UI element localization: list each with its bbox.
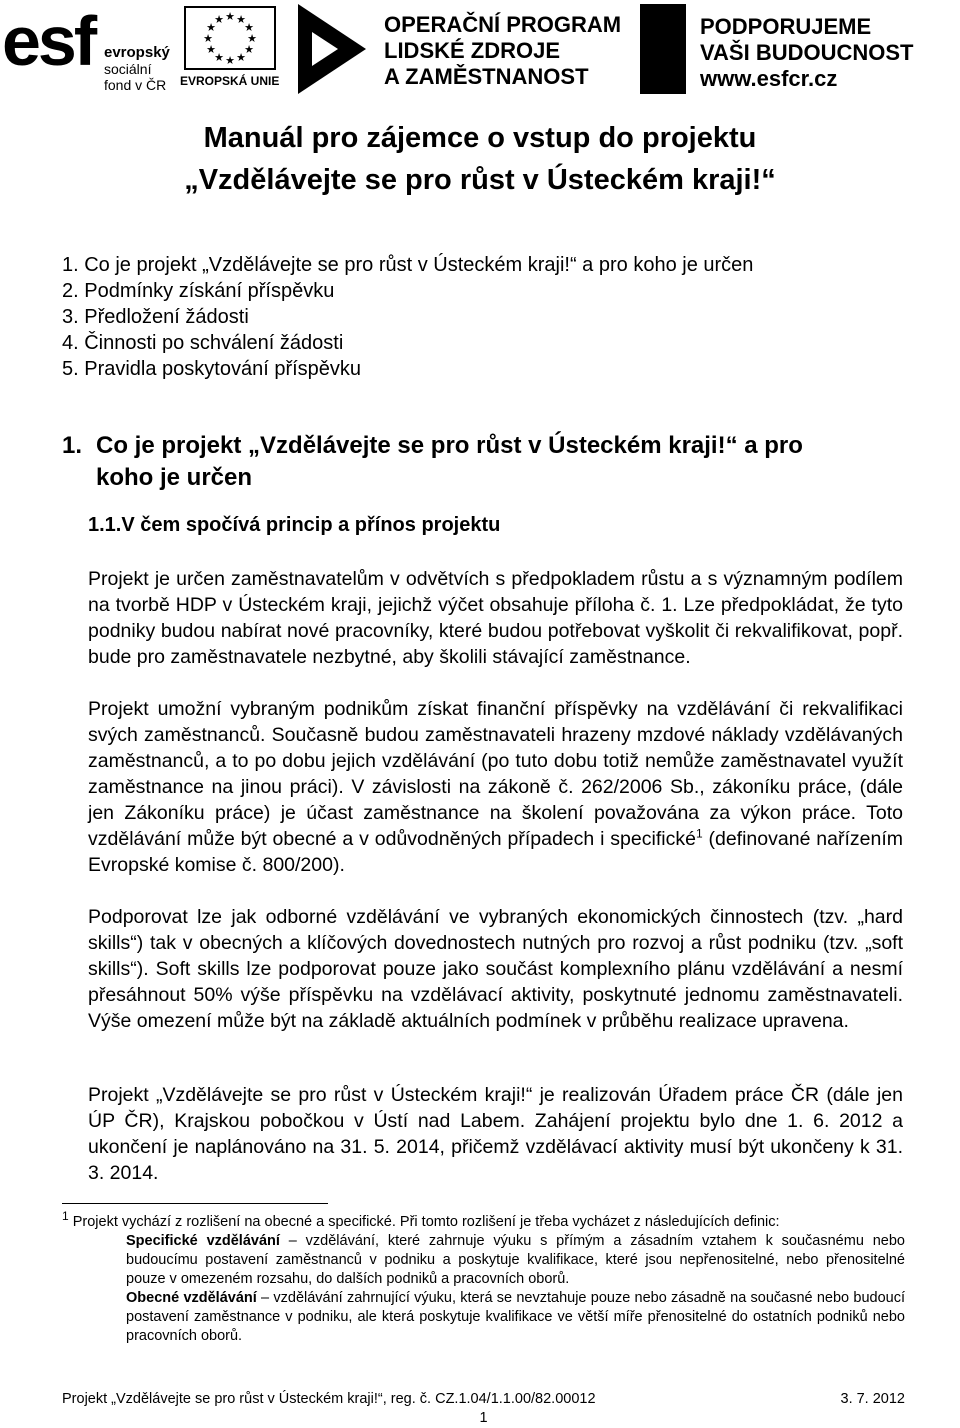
op-line-3: A ZAMĚSTNANOST xyxy=(384,64,589,89)
paragraph-1 xyxy=(88,566,903,670)
esf-line-3: fond v ČR xyxy=(104,77,167,93)
section-1-number: 1. xyxy=(62,432,83,459)
paragraph-2 xyxy=(88,696,903,878)
op-logo-text xyxy=(384,12,621,90)
page-number: 1 xyxy=(479,1410,488,1426)
svg-text:★: ★ xyxy=(247,32,257,45)
toc-item: 3. Předložení žádosti xyxy=(62,306,249,328)
footnote xyxy=(62,1209,905,1346)
table-of-contents xyxy=(62,252,753,382)
paragraph-2-text-end: (definované nařízením Evropské komise č. 800/200). xyxy=(88,828,903,876)
eu-caption: EVROPSKÁ UNIE xyxy=(180,74,280,88)
op-line-1: OPERAČNÍ PROGRAM xyxy=(384,12,622,37)
document-title-line-1: Manuál pro zájemce o vstup do projektu xyxy=(203,122,757,154)
toc-item: 2. Podmínky získání příspěvku xyxy=(62,280,335,302)
paragraph-3-text: Podporovat lze jak odborné vzdělávání ve vybraných ekonomických činnostech (tzv. „hard skills“) tak v obecných a klíčových dovednostech nutných pro rozvoj a růst podniku (tzv. „soft skills“). Soft skills lze podporovat pouze jako součást komplexního plánu vzdělávání a nesmí přesáhnout 50% výše příspěvku na vzdělávací aktivity, poskytnuté jednomu zaměstnavateli. Výše omezení může být na základě aktuálních podmínek v průběhu realizace upravena. xyxy=(88,906,903,1032)
svg-text:★: ★ xyxy=(206,43,216,56)
section-1-title-line-2: koho je určen xyxy=(96,464,253,491)
paragraph-4-text: Projekt „Vzdělávejte se pro růst v Ústeckém kraji!“ je realizován Úřadem práce ČR (dále jen ÚP ČR), Krajskou pobočkou v Ústí nad Labem. Zahájení projektu bylo dne 1. 6. 2012 a ukončení je naplánováno na 31. 5. 2014, přičemž vzdělávací aktivity musí být ukončeny k 31. 3. 2014. xyxy=(88,1084,903,1184)
esf-logo-mark: esf xyxy=(2,2,95,80)
footnote-mark: 1 xyxy=(62,1209,69,1224)
svg-text:★: ★ xyxy=(214,51,224,64)
esf-logo-text xyxy=(104,44,170,93)
section-1-title-line-1: Co je projekt „Vzdělávejte se pro růst v Ústeckém kraji!“ a pro xyxy=(96,432,803,459)
svg-text:★: ★ xyxy=(244,43,254,56)
esf-line-1: evropský xyxy=(104,44,170,61)
slogan-line-2: VAŠI BUDOUCNOST xyxy=(700,40,914,65)
paragraph-1-text: Projekt je určen zaměstnavatelům v odvětvích s předpokladem růstu a s významným podílem na tvorbě HDP v Ústeckém kraji, jejichž výčet obsahuje příloha č. 1. Lze předpokládat, že tyto podniky budou nabírat nové pracovníky, které budou potřebovat vyškolit či rekvalifikovat, popř. bude pro zaměstnavatele nezbytné, aby školili stávající zaměstnance. xyxy=(88,568,903,668)
toc-item: 4. Činnosti po schválení žádosti xyxy=(62,332,344,354)
slogan-bar-icon xyxy=(640,4,686,94)
svg-text:★: ★ xyxy=(203,32,213,45)
section-1-1-heading: 1.1.V čem spočívá princip a přínos projektu xyxy=(88,514,501,536)
definition-text-specific: – vzdělávání, které zahrnuje výuku s přímým a zásadním vztahem k současnému nebo budoucímu postavení zaměstnanců v podniku a poskytuje kvalifikace, které jsou nepřenositelné, nebo přenositelné pouze v omezeném rozsahu, do dalších podniků a pracovních oborů. xyxy=(126,1233,905,1287)
footnote-definitions xyxy=(62,1232,905,1346)
footnote-divider xyxy=(62,1203,328,1204)
document-title-line-2: „Vzdělávejte se pro růst v Ústeckém kraji!“ xyxy=(184,164,776,196)
op-logo xyxy=(298,4,628,96)
definition-term-general: Obecné vzdělávání xyxy=(126,1290,257,1306)
toc-item: 5. Pravidla poskytování příspěvku xyxy=(62,358,362,380)
svg-text:★: ★ xyxy=(225,10,235,23)
page-footer xyxy=(62,1391,905,1426)
svg-text:★: ★ xyxy=(236,13,246,26)
slogan-text xyxy=(700,14,914,92)
eu-logo xyxy=(180,4,290,96)
paragraph-2-text: Projekt umožní vybraným podnikům získat finanční příspěvky na vzdělávání či rekvalifikaci svých zaměstnanců. Současně budou zaměstnavateli hrazeny mzdové náklady vzdělávaných zaměstnanců, a to po dobu jejich vzdělávání (po tuto dobu totiž nemůže zaměstnavatel využít zaměstnance na jinou práci). V závislosti na zákoně č. 262/2006 Sb., zákoníku práce, (dále jen Zákoníku práce) je účast zaměstnance na školení považována za výkon práce. Toto vzdělávání může být obecné a v odůvodněných případech i specifické xyxy=(88,698,903,850)
slogan-logo xyxy=(640,4,940,96)
footnote-reference[interactable]: 1 xyxy=(695,826,703,841)
section-1-heading xyxy=(62,430,882,494)
slogan-url: www.esfcr.cz xyxy=(700,66,838,91)
esf-logo xyxy=(0,4,175,96)
svg-text:★: ★ xyxy=(225,54,235,67)
svg-text:★: ★ xyxy=(214,13,224,26)
paragraph-3 xyxy=(88,904,903,1034)
footnote-intro: Projekt vychází z rozlišení na obecné a specifické. Při tomto rozlišení je třeba vycházet z následujících definic: xyxy=(68,1214,780,1230)
svg-text:★: ★ xyxy=(206,21,216,34)
footer-date: 3. 7. 2012 xyxy=(840,1391,905,1407)
svg-text:★: ★ xyxy=(236,51,246,64)
svg-text:★: ★ xyxy=(244,21,254,34)
page-header xyxy=(0,0,960,100)
eu-flag-icon xyxy=(184,6,276,70)
esf-line-2: sociální xyxy=(104,61,152,77)
slogan-line-1: PODPORUJEME xyxy=(700,14,872,39)
definition-text-general: – vzdělávání zahrnující výuku, která se nevztahuje pouze nebo zásadně na současné nebo budoucí postavení zaměstnance v podniku, ale která poskytuje kvalifikace ve větší míře přenositelné do ostatních podniků nebo pracovních oborů. xyxy=(126,1290,905,1344)
footer-project-reference: Projekt „Vzdělávejte se pro růst v Ústeckém kraji!“, reg. č. CZ.1.04/1.1.00/82.00012 xyxy=(62,1391,596,1407)
op-arrow-icon xyxy=(298,4,366,94)
op-line-2: LIDSKÉ ZDROJE xyxy=(384,38,561,63)
toc-item: 1. Co je projekt „Vzdělávejte se pro růst v Ústeckém kraji!“ a pro koho je určen xyxy=(62,254,754,276)
definition-term-specific: Specifické vzdělávání xyxy=(126,1233,280,1249)
paragraph-4 xyxy=(88,1082,903,1186)
